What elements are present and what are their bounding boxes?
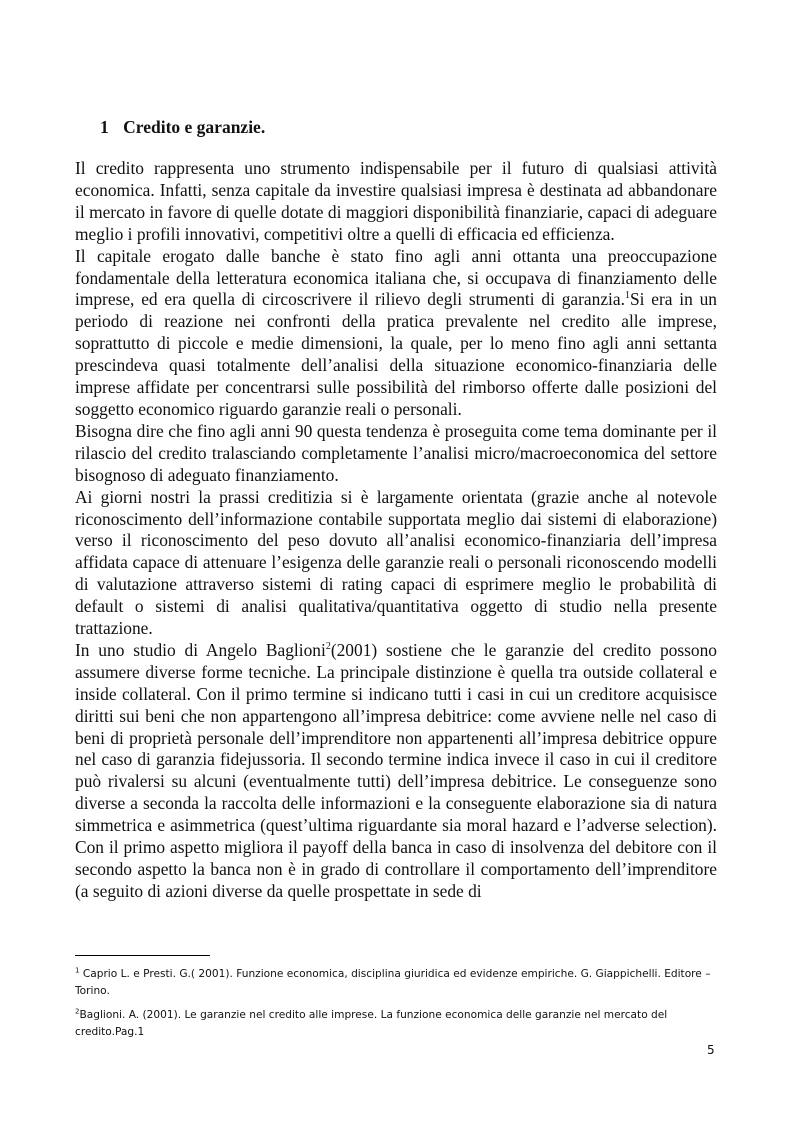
section-heading [100, 117, 265, 138]
paragraph-3: Bisogna dire che fino agli anni 90 questa tendenza è proseguita come tema dominante per il rilascio del credito tralasciando completamente l’analisi micro/macroeconomica del settore bisognoso di adeguato finanziamento. [75, 420, 717, 485]
footnote-ref-2[interactable]: 2 [325, 641, 331, 653]
footnotes [75, 966, 717, 1041]
footnote-1: $^1$ Caprio L. e Presti. G.( 2001). Funzione economica, disciplina giuridica ed evidenze empiriche. G. Giappichelli. Editore – Torino. [75, 966, 711, 997]
page-number: 5 [707, 1043, 715, 1057]
footnote-2: $^2$Baglioni. A. (2001). Le garanzie nel credito alle imprese. La funzione economica delle garanzie nel mercato del credito.Pag.1 [75, 1007, 668, 1038]
paragraph-2: Il capitale erogato dalle banche è stato fino agli anni ottanta una preoccupazione fondamentale della letteratura economica italiana che, si occupava di finanziamento delle imprese, ed era quella di circoscrivere il rilievo degli strumenti di garanzia.$^1$Si era in un periodo di reazione nei confronti della pratica prevalente nel credito alle imprese, soprattutto di piccole e medie dimensioni, la quale, per lo meno fino agli anni settanta prescindeva quasi totalmente dell’analisi della situazione economico-finanziaria delle imprese affidate per concentrarsi sulle possibilità del rimborso offerte dalle posizioni del soggetto economico riguardo garanzie reali o personali. [75, 245, 717, 419]
paragraph-5: In uno studio di Angelo Baglioni$^2$(2001) sostiene che le garanzie del credito possono assumere diverse forme tecniche. La principale distinzione è quella tra outside collateral e inside collateral. Con il primo termine si indicano tutti i casi in cui un creditore acquisisce diritti sui beni che non appartengono all’impresa debitrice: come avviene nelle nel caso di beni di proprietà personale dell’imprenditore non appartenenti all’impresa debitrice oppure nel caso di garanzia fidejussoria. Il secondo termine indica invece il caso in cui il creditore può rivalersi su alcuni (eventualmente tutti) dell’impresa debitrice. Le conseguenze sono diverse a seconda la raccolta delle informazioni e la conseguente elaborazione sia di natura simmetrica e asimmetrica (quest’ultima riguardante sia moral hazard e l’adverse selection). Con il primo aspetto migliora il payoff della banca in caso di insolvenza del debitore con il secondo aspetto la banca non è in grado di controllare il comportamento dell’imprenditore (a seguito di azioni diverse da quelle prospettate in sede di [75, 639, 717, 901]
body-text [75, 158, 717, 903]
footnote-ref-1[interactable]: 1 [624, 290, 630, 302]
footnote-separator [75, 955, 210, 956]
footnote-mark-2: 2 [75, 1007, 80, 1016]
paragraph-1: Il credito rappresenta uno strumento indispensabile per il futuro di qualsiasi attività economica. Infatti, senza capitale da investire qualsiasi impresa è destinata ad abbandonare il mercato in favore di quelle dotate di maggiori disponibilità finanziarie, capaci di adeguare meglio i profili innovativi, competitivi oltre a quelli di efficacia ed efficienza. [75, 158, 717, 244]
footnote-mark-1: 1 [75, 966, 80, 975]
section-number: 1 [100, 117, 109, 137]
section-title: Credito e garanzie. [123, 117, 266, 137]
paragraph-4: Ai giorni nostri la prassi creditizia si è largamente orientata (grazie anche al notevole riconoscimento dell’informazione contabile supportata meglio dai sistemi di elaborazione) verso il riconoscimento del peso dovuto all’analisi economico-finanziaria dell’impresa affidata capace di attenuare l’esigenza delle garanzie reali o personali riconoscendo modelli di valutazione attraverso sistemi di rating capaci di esprimere meglio le probabilità di default o sistemi di analisi qualitativa/quantitativa oggetto di studio nella presente trattazione. [75, 486, 717, 639]
